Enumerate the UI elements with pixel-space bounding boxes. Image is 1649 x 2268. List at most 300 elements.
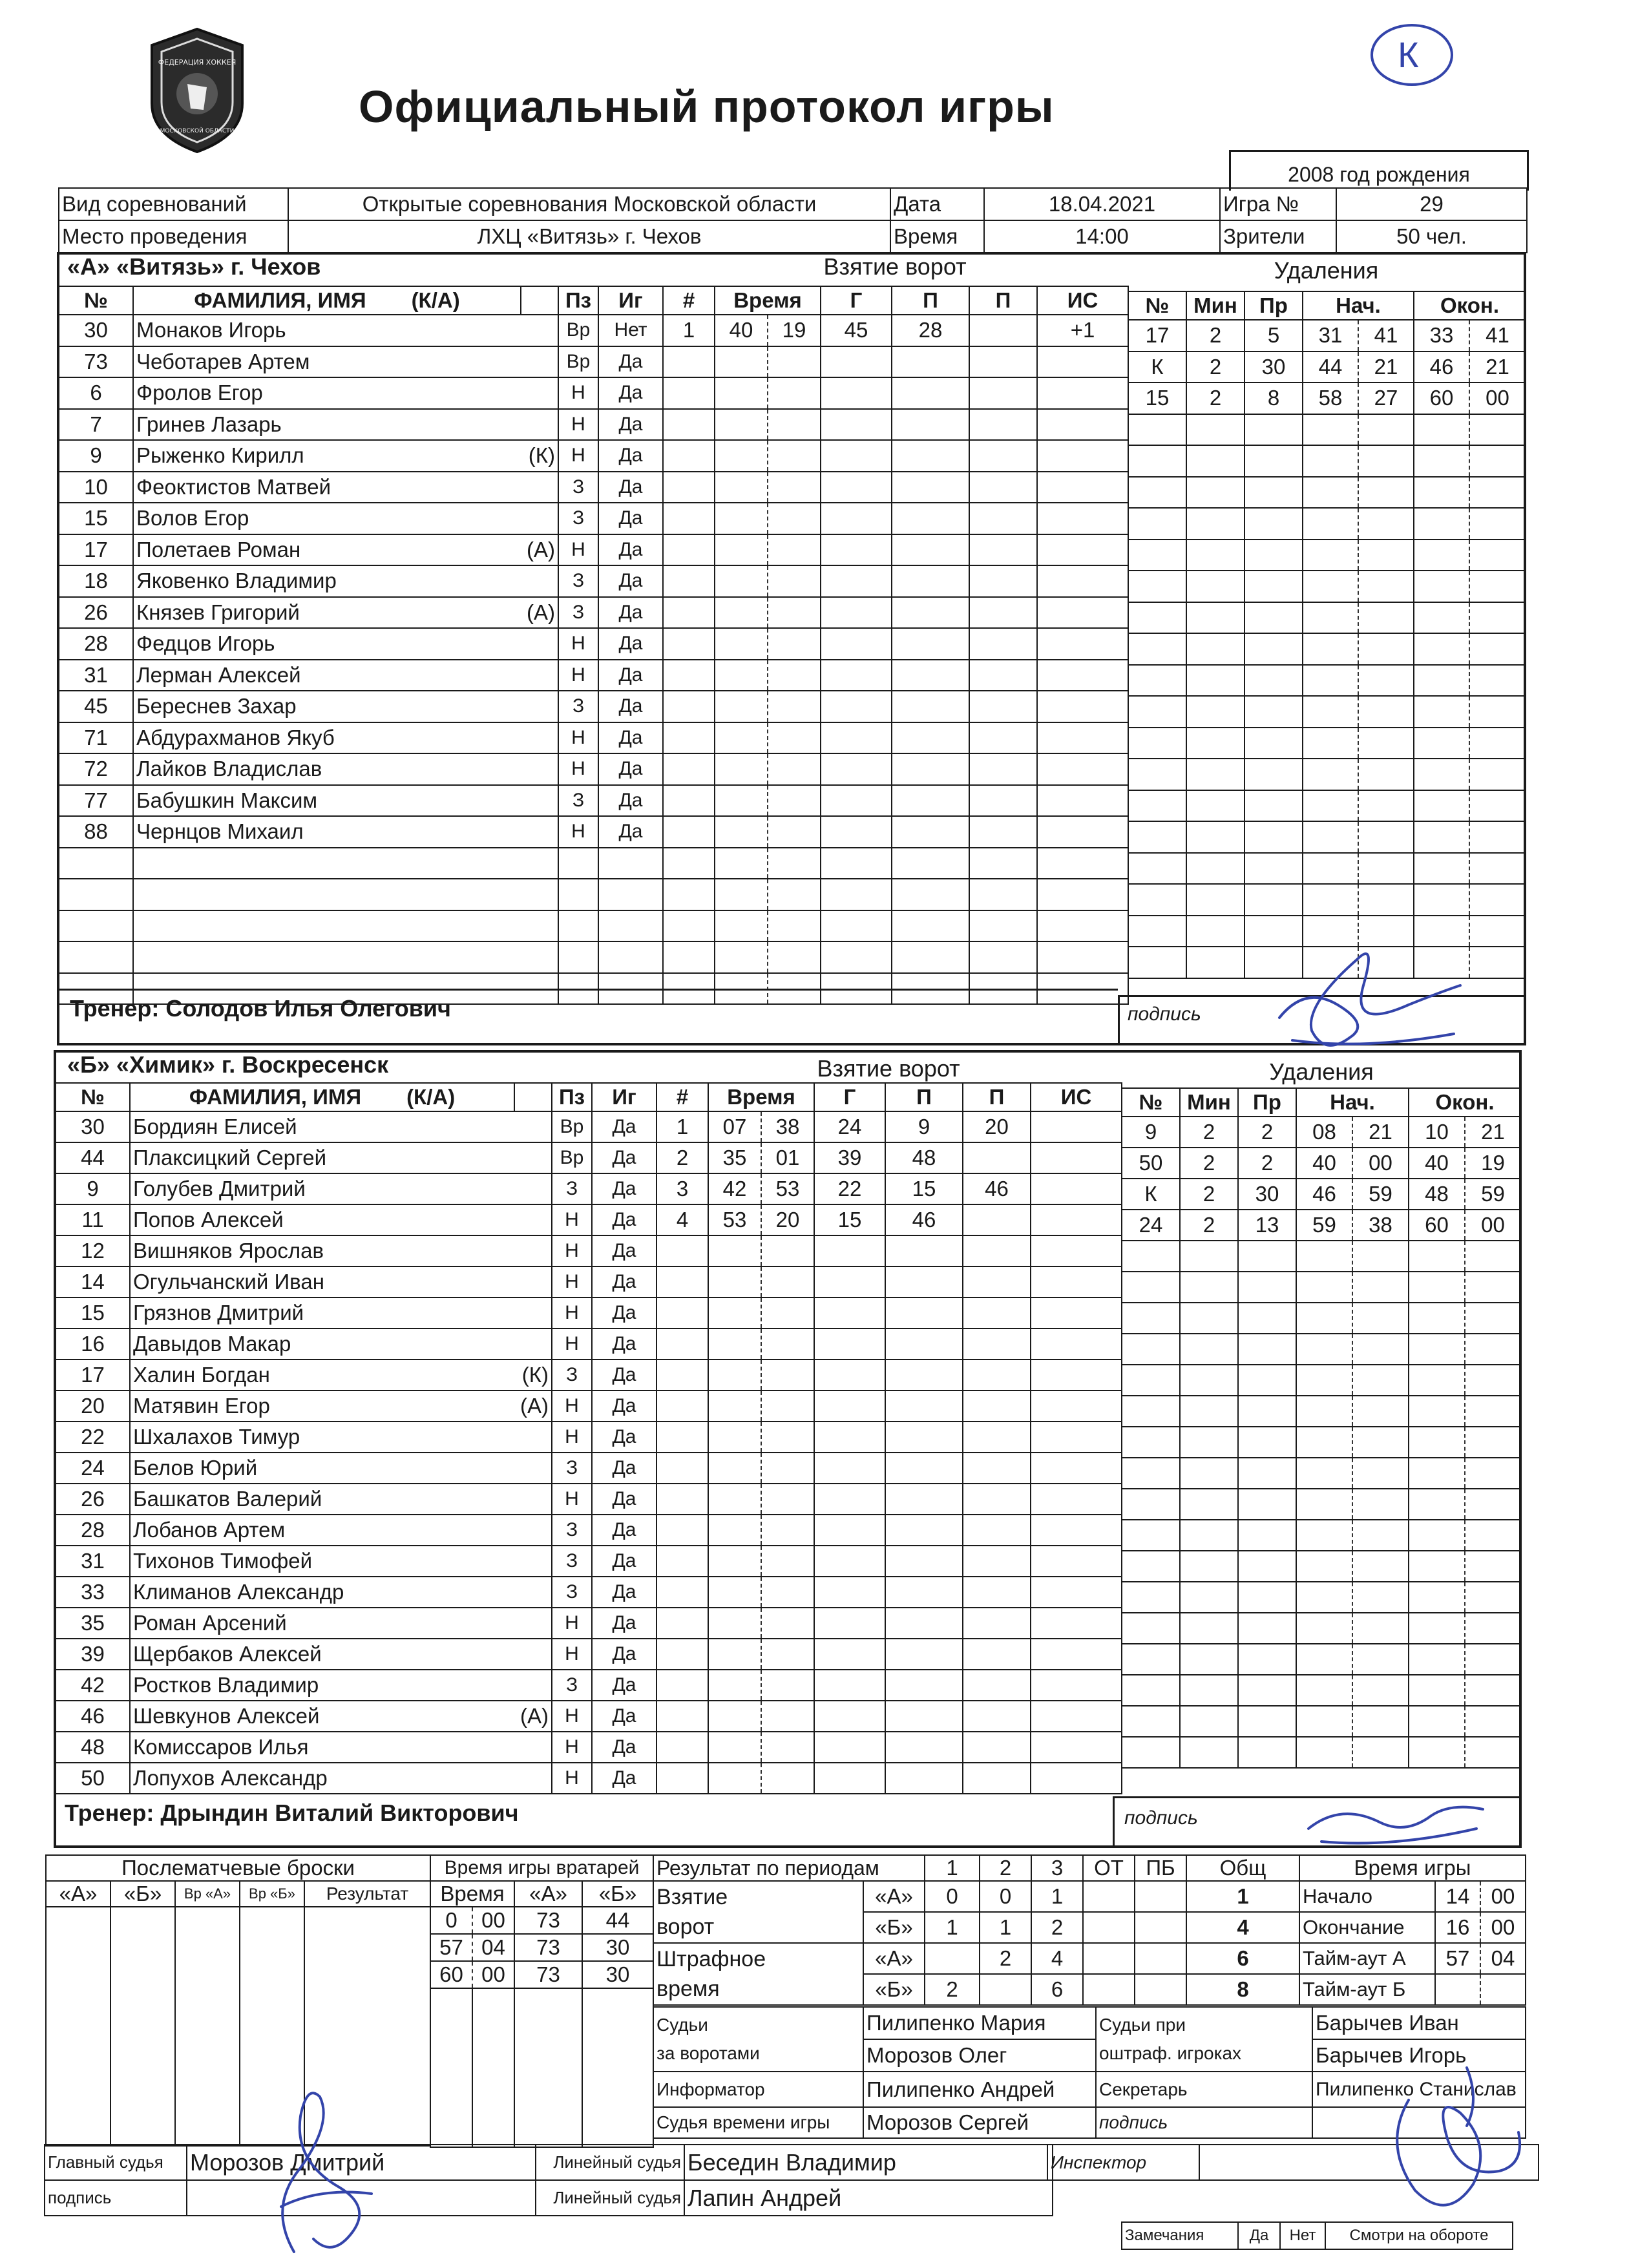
goal-situation	[1037, 785, 1128, 817]
goal-minutes	[708, 1422, 761, 1453]
player-plays: Да	[598, 440, 663, 472]
col-goal-time: Время	[708, 1083, 814, 1111]
player-row	[59, 785, 663, 817]
penalty-end-ss: 59	[1465, 1179, 1521, 1210]
player-row	[56, 1732, 656, 1763]
goal-scorer	[821, 409, 892, 441]
goal-assist-2	[963, 1639, 1031, 1670]
goal-minutes	[715, 722, 768, 754]
penalty-reason: 2	[1238, 1117, 1296, 1148]
player-row	[59, 377, 663, 409]
goal-assist-2	[963, 1422, 1031, 1453]
penalty-minutes	[1180, 1582, 1238, 1613]
player-number: 20	[56, 1391, 130, 1422]
penalty-end-mm	[1414, 540, 1469, 571]
penalty-row	[1122, 1551, 1521, 1582]
informer-label: Информатор	[653, 2072, 863, 2107]
player-number: 15	[59, 503, 133, 534]
goal-assist-1	[885, 1360, 963, 1391]
goal-scorer	[821, 597, 892, 629]
player-role	[514, 1111, 552, 1142]
penalty-row	[1122, 1520, 1521, 1551]
goal-minutes: 53	[708, 1204, 761, 1235]
goal-situation	[1031, 1422, 1122, 1453]
player-row	[59, 472, 663, 503]
goal-situation	[1037, 628, 1128, 660]
player-position: Н	[558, 816, 598, 848]
player-position: Н	[558, 534, 598, 566]
penalty-player: 24	[1122, 1210, 1180, 1241]
goal-minutes	[708, 1763, 761, 1794]
penalty-start-ss	[1358, 853, 1414, 885]
period-3: 1	[1031, 1881, 1083, 1912]
penalty-end-ss	[1469, 821, 1526, 853]
player-name: Климанов Александр	[130, 1577, 514, 1608]
player-role	[521, 941, 558, 973]
game-time-ss	[1480, 1974, 1526, 2005]
player-name: Тихонов Тимофей	[130, 1546, 514, 1577]
player-number	[59, 848, 133, 879]
penalty-start-ss	[1358, 728, 1414, 759]
player-row	[59, 816, 663, 848]
col-goal-assist2: П	[963, 1083, 1031, 1111]
penalty-start-ss: 59	[1352, 1179, 1409, 1210]
goal-scorer	[821, 691, 892, 722]
player-role	[514, 1639, 552, 1670]
player-position: Н	[552, 1297, 592, 1328]
player-row	[56, 1328, 656, 1360]
goal-situation	[1037, 910, 1128, 942]
penalty-start-mm	[1296, 1489, 1352, 1520]
penalty-minutes	[1186, 445, 1245, 477]
player-name: Береснев Захар	[133, 691, 521, 722]
player-plays: Да	[598, 472, 663, 503]
goal-minutes	[715, 848, 768, 879]
player-role	[514, 1763, 552, 1794]
player-name: Волов Егор	[133, 503, 521, 534]
goal-assist-2	[963, 1732, 1031, 1763]
player-plays: Да	[598, 628, 663, 660]
goal-assist-2	[963, 1577, 1031, 1608]
team-b-penalties-title: Удаления	[1269, 1058, 1374, 1085]
game-time-row	[1299, 1974, 1526, 2005]
goal-scorer	[814, 1235, 885, 1266]
player-name: Яковенко Владимир	[133, 565, 521, 597]
game-time-table	[1299, 1854, 1526, 2006]
goal-assist-2	[969, 628, 1037, 660]
goal-situation	[1037, 660, 1128, 691]
goal-situation	[1031, 1639, 1122, 1670]
goal-assist-1	[892, 503, 969, 534]
penalty-start-mm	[1303, 759, 1358, 790]
goal-seconds	[761, 1639, 814, 1670]
goal-situation	[1031, 1360, 1122, 1391]
penalty-reason	[1238, 1582, 1296, 1613]
player-name: Рыженко Кирилл	[133, 440, 521, 472]
player-position: Н	[552, 1701, 592, 1732]
goal-seconds	[768, 503, 821, 534]
penalty-row	[1128, 790, 1526, 822]
player-role	[521, 409, 558, 441]
penalty-start-mm	[1296, 1551, 1352, 1582]
player-name: Гринев Лазарь	[133, 409, 521, 441]
penalty-minutes	[1180, 1644, 1238, 1675]
goal-situation	[1037, 472, 1128, 503]
penalty-row	[1122, 1334, 1521, 1365]
player-row	[59, 879, 663, 910]
penalty-player: 9	[1122, 1117, 1180, 1148]
game-label: Игра №	[1220, 188, 1336, 220]
goal-seconds	[768, 848, 821, 879]
penalty-reason	[1238, 1396, 1296, 1427]
player-number: 88	[59, 816, 133, 848]
goal-number	[663, 565, 715, 597]
penalty-judge-2: Барычев Игорь	[1312, 2039, 1526, 2072]
penalty-row	[1128, 633, 1526, 665]
goal-row	[663, 722, 1128, 754]
period-total: 4	[1186, 1912, 1299, 1943]
goal-seconds	[761, 1546, 814, 1577]
goal-scorer	[821, 503, 892, 534]
penalty-player	[1122, 1334, 1180, 1365]
goal-situation	[1031, 1577, 1122, 1608]
goal-assist-1	[892, 879, 969, 910]
goal-scorer	[821, 753, 892, 785]
goal-assist-2	[969, 472, 1037, 503]
period-pb	[1135, 1881, 1186, 1912]
goal-number	[663, 816, 715, 848]
goal-number: 2	[656, 1142, 708, 1173]
penalty-player	[1128, 759, 1186, 790]
periods-col-pb: ПБ	[1135, 1855, 1186, 1881]
goal-seconds	[761, 1608, 814, 1639]
linesman-1-label: Линейный судья	[536, 2145, 684, 2180]
player-row	[56, 1422, 656, 1453]
penalty-minutes	[1186, 821, 1245, 853]
penalty-start-mm	[1303, 477, 1358, 509]
col-num: №	[56, 1083, 130, 1111]
penalty-reason: 2	[1238, 1148, 1296, 1179]
col-pos: Пз	[552, 1083, 592, 1111]
goalie-time-ss: 04	[472, 1934, 514, 1961]
penalty-start-mm	[1296, 1427, 1352, 1458]
date-value: 18.04.2021	[984, 188, 1220, 220]
penalty-end-mm	[1409, 1675, 1465, 1706]
player-plays: Да	[592, 1391, 656, 1422]
col-pen-min: Мин	[1186, 291, 1245, 320]
goal-assist-1	[892, 660, 969, 691]
periods-col-3: 3	[1031, 1855, 1083, 1881]
goal-assist-2	[969, 503, 1037, 534]
player-role	[521, 879, 558, 910]
goal-situation	[1037, 503, 1128, 534]
player-plays: Да	[598, 377, 663, 409]
penalty-start-ss	[1358, 602, 1414, 634]
player-position: Н	[558, 628, 598, 660]
penalty-row	[1128, 571, 1526, 602]
goal-number	[663, 628, 715, 660]
penalty-start-mm	[1296, 1520, 1352, 1551]
penalty-reason: 5	[1245, 320, 1303, 352]
penalty-minutes	[1186, 790, 1245, 822]
player-plays: Да	[592, 1763, 656, 1794]
penalty-end-ss	[1469, 665, 1526, 697]
player-row	[56, 1670, 656, 1701]
goal-seconds	[761, 1515, 814, 1546]
player-plays: Да	[592, 1546, 656, 1577]
goal-scorer	[814, 1266, 885, 1297]
player-position: Н	[558, 753, 598, 785]
goal-row	[663, 691, 1128, 722]
penalty-end-mm	[1414, 445, 1469, 477]
goalie-time-title: Время игры вратарей	[430, 1855, 653, 1881]
player-name: Князев Григорий	[133, 597, 521, 629]
penalty-reason	[1245, 508, 1303, 540]
period-1: 1	[925, 1912, 980, 1943]
player-plays	[598, 848, 663, 879]
penalty-reason	[1245, 633, 1303, 665]
goal-assist-1	[892, 910, 969, 942]
player-number: 16	[56, 1328, 130, 1360]
goal-minutes	[715, 660, 768, 691]
periods-col-ot: ОТ	[1083, 1855, 1135, 1881]
goal-number	[656, 1235, 708, 1266]
player-role: (А)	[514, 1391, 552, 1422]
penalty-reason	[1238, 1272, 1296, 1303]
player-name: Вишняков Ярослав	[130, 1235, 514, 1266]
goal-minutes	[715, 628, 768, 660]
player-position: Н	[558, 722, 598, 754]
team-b-goals-table	[656, 1082, 1122, 1794]
goal-scorer	[814, 1422, 885, 1453]
col-ka-spacer	[521, 286, 558, 315]
goal-situation	[1037, 879, 1128, 910]
penalty-row	[1128, 508, 1526, 540]
penalty-row	[1128, 696, 1526, 728]
team-a-penalties-title: Удаления	[1274, 257, 1379, 284]
team-a-penalties-table	[1128, 291, 1526, 979]
goal-minutes	[715, 409, 768, 441]
player-role: (А)	[514, 1701, 552, 1732]
goalie-b: 44	[582, 1907, 653, 1934]
goal-assist-1: 28	[892, 315, 969, 346]
goal-row	[663, 816, 1128, 848]
player-position: З	[552, 1546, 592, 1577]
player-plays: Да	[592, 1111, 656, 1142]
player-name: Лопухов Александр	[130, 1763, 514, 1794]
penalty-minutes	[1180, 1241, 1238, 1272]
goal-assist-2	[969, 785, 1037, 817]
periods-col-total: Общ	[1186, 1855, 1299, 1881]
goal-scorer	[821, 816, 892, 848]
goal-assist-2	[969, 315, 1037, 346]
goalie-time-table	[430, 1854, 654, 2148]
goal-assist-2	[963, 1391, 1031, 1422]
player-row	[59, 753, 663, 785]
goal-assist-1	[885, 1515, 963, 1546]
player-position	[558, 879, 598, 910]
col-goal-is: ИС	[1031, 1083, 1122, 1111]
penalty-player: К	[1128, 352, 1186, 383]
goal-scorer	[814, 1577, 885, 1608]
player-number: 72	[59, 753, 133, 785]
penalty-reason	[1238, 1551, 1296, 1582]
penalty-end-mm	[1414, 602, 1469, 634]
player-role	[521, 377, 558, 409]
game-time-ss: 00	[1480, 1912, 1526, 1943]
col-name: ФАМИЛИЯ, ИМЯ (К/А)	[130, 1083, 514, 1111]
goal-assist-2	[969, 440, 1037, 472]
player-number: 39	[56, 1639, 130, 1670]
goal-assist-1	[885, 1328, 963, 1360]
col-pen-reason: Пр	[1238, 1088, 1296, 1117]
goal-minutes	[715, 879, 768, 910]
label-line: время	[656, 1977, 720, 2001]
secretary-label: Секретарь	[1096, 2072, 1312, 2107]
penalty-minutes	[1180, 1303, 1238, 1334]
penalty-start-ss: 38	[1352, 1210, 1409, 1241]
officials-sign-label: подпись	[1096, 2107, 1312, 2138]
penalty-reason	[1245, 540, 1303, 571]
player-number: 42	[56, 1670, 130, 1701]
game-time-row	[1299, 1912, 1526, 1943]
penalty-end-mm	[1409, 1365, 1465, 1396]
goal-situation	[1037, 346, 1128, 378]
penalty-minutes	[1180, 1551, 1238, 1582]
goal-assist-1	[892, 377, 969, 409]
player-name: Шхалахов Тимур	[130, 1422, 514, 1453]
penalty-judges-label: Судьи при оштраф. игроках	[1096, 2007, 1312, 2072]
goal-number	[656, 1484, 708, 1515]
team-a-roster	[58, 286, 664, 1005]
head-referee-table	[44, 2144, 1053, 2216]
goal-seconds: 20	[761, 1204, 814, 1235]
player-number: 9	[59, 440, 133, 472]
goal-scorer	[814, 1701, 885, 1732]
penalty-minutes	[1180, 1365, 1238, 1396]
goal-assist-1	[885, 1639, 963, 1670]
player-plays: Да	[598, 409, 663, 441]
player-row	[59, 534, 663, 566]
goal-situation	[1037, 816, 1128, 848]
penalty-start-ss	[1352, 1272, 1409, 1303]
penalty-reason	[1245, 759, 1303, 790]
goal-number: 4	[656, 1204, 708, 1235]
player-plays: Да	[592, 1577, 656, 1608]
player-name: Ростков Владимир	[130, 1670, 514, 1701]
penalty-start-ss	[1358, 477, 1414, 509]
spectators-value: 50 чел.	[1336, 220, 1527, 253]
goal-seconds	[768, 910, 821, 942]
goal-situation	[1031, 1608, 1122, 1639]
goal-assist-2	[963, 1701, 1031, 1732]
player-number: 24	[56, 1453, 130, 1484]
penalty-start-ss	[1358, 571, 1414, 602]
penalty-start-mm	[1296, 1675, 1352, 1706]
player-position: Н	[558, 377, 598, 409]
goal-row	[656, 1577, 1122, 1608]
goal-number	[663, 346, 715, 378]
penalty-end-ss: 21	[1465, 1117, 1521, 1148]
goal-assist-1	[885, 1608, 963, 1639]
player-number: 71	[59, 722, 133, 754]
penalty-reason	[1238, 1458, 1296, 1489]
penalty-start-mm	[1296, 1613, 1352, 1644]
period-row	[653, 1881, 1299, 1912]
goal-situation	[1031, 1732, 1122, 1763]
goal-assist-2	[963, 1763, 1031, 1794]
goal-seconds	[768, 409, 821, 441]
goal-number: 1	[663, 315, 715, 346]
player-name: Феоктистов Матвей	[133, 472, 521, 503]
penalty-end-ss	[1469, 759, 1526, 790]
penalty-player	[1128, 821, 1186, 853]
player-number: 17	[56, 1360, 130, 1391]
player-row	[56, 1639, 656, 1670]
goal-number	[663, 753, 715, 785]
goal-assist-1	[892, 440, 969, 472]
goal-assist-1	[892, 565, 969, 597]
inspector-signature	[1370, 2042, 1538, 2229]
goal-number	[656, 1391, 708, 1422]
linesman-1-value: Беседин Владимир	[684, 2145, 1053, 2180]
player-plays: Нет	[598, 315, 663, 346]
periods-table	[653, 1854, 1300, 2006]
player-number: 35	[56, 1608, 130, 1639]
spectators-label: Зрители	[1220, 220, 1336, 253]
game-time-label: Тайм-аут Б	[1299, 1974, 1435, 2005]
header-table	[58, 187, 1528, 253]
player-role	[521, 785, 558, 817]
penalty-row	[1122, 1365, 1521, 1396]
goal-number	[663, 941, 715, 973]
goalie-time-row	[430, 1907, 653, 1934]
goal-scorer: 22	[814, 1173, 885, 1204]
goal-row	[656, 1453, 1122, 1484]
game-time-ss: 04	[1480, 1943, 1526, 1974]
col-goal-assist1: П	[892, 286, 969, 315]
goal-scorer	[821, 440, 892, 472]
goal-seconds	[761, 1577, 814, 1608]
goal-seconds	[761, 1670, 814, 1701]
player-row	[56, 1546, 656, 1577]
goal-assist-2: 20	[963, 1111, 1031, 1142]
penalty-player	[1122, 1613, 1180, 1644]
goal-situation	[1031, 1701, 1122, 1732]
penalty-player	[1122, 1675, 1180, 1706]
goal-row	[656, 1484, 1122, 1515]
goal-assist-1	[885, 1577, 963, 1608]
player-row	[56, 1297, 656, 1328]
goal-seconds	[768, 565, 821, 597]
player-row	[59, 597, 663, 629]
penalty-player: 17	[1128, 320, 1186, 352]
penalty-row	[1122, 1582, 1521, 1613]
goal-minutes	[715, 503, 768, 534]
player-row	[59, 315, 663, 346]
penalty-end-ss: 00	[1469, 383, 1526, 414]
head-ref-label: Главный судья	[45, 2145, 187, 2180]
goal-seconds	[768, 346, 821, 378]
penalty-end-mm	[1409, 1427, 1465, 1458]
player-number: 30	[56, 1111, 130, 1142]
penalty-start-ss: 41	[1358, 320, 1414, 352]
penalty-end-mm	[1414, 696, 1469, 728]
player-position: Вр	[552, 1111, 592, 1142]
penalty-player	[1122, 1520, 1180, 1551]
page-title: Официальный протокол игры	[359, 81, 1055, 132]
goal-minutes	[715, 534, 768, 566]
